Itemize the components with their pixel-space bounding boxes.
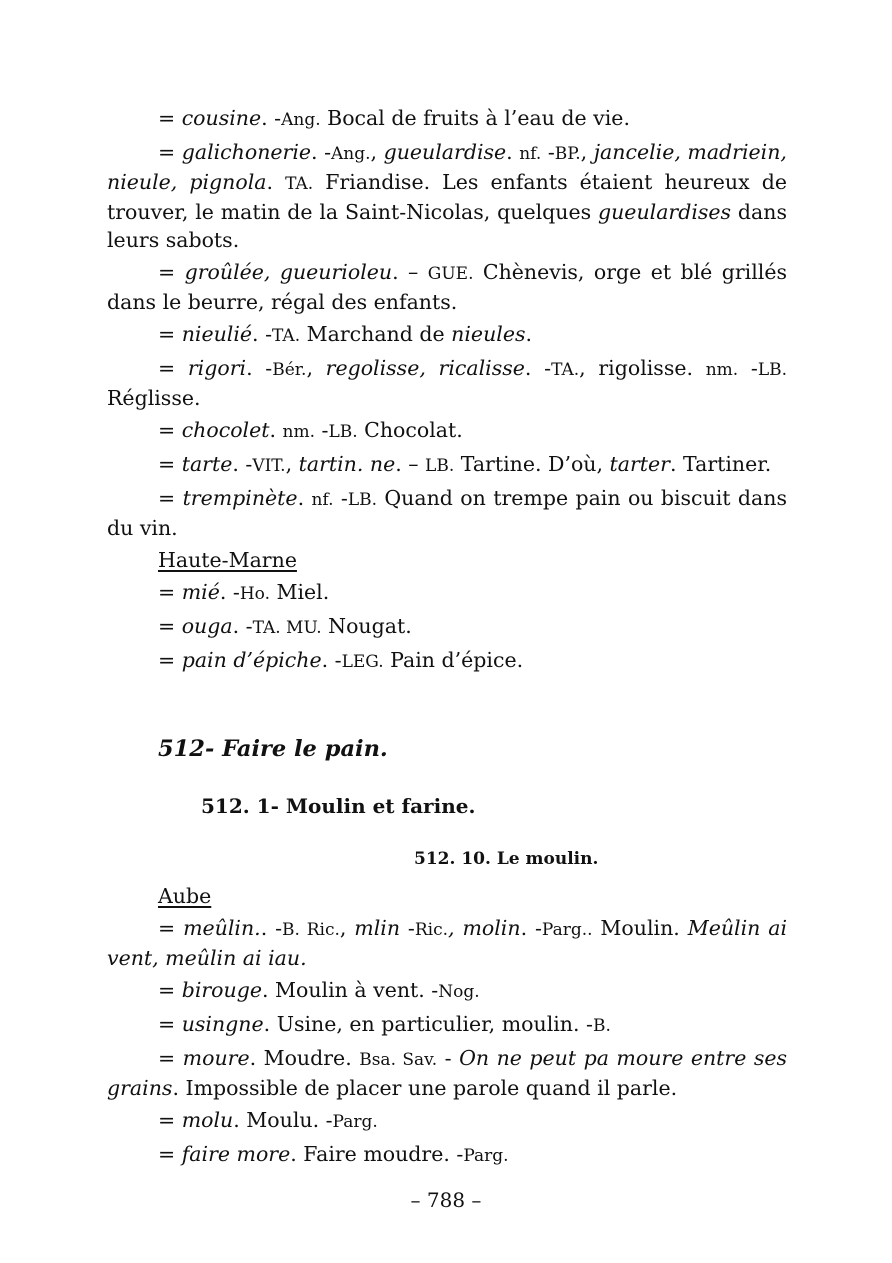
entry-term: , molin: [448, 916, 521, 940]
entry-abbreviation: TA.: [551, 360, 580, 380]
entry-text: . –: [395, 452, 426, 476]
entry-text: =: [158, 322, 182, 346]
entry-text: =: [158, 418, 182, 442]
entry-text: -: [738, 356, 758, 380]
page-body: [107, 104, 787, 1174]
entry-text: Miel.: [269, 580, 330, 604]
entry-abbreviation: B. Ric.: [282, 920, 340, 940]
entry-text: . Moulin à vent. -: [261, 978, 439, 1002]
entry-abbreviation: Bsa. Sav.: [359, 1050, 438, 1070]
entry-text: . -: [520, 916, 542, 940]
entry-text: ,: [306, 356, 326, 380]
entry-text: -: [315, 418, 329, 442]
entry-term: gueulardises: [597, 200, 732, 224]
dictionary-entry: [107, 578, 787, 608]
entry-term: rigori: [187, 356, 247, 380]
entry-term: mlin: [354, 916, 401, 940]
entry-text: -: [437, 1046, 460, 1070]
entry-text: =: [158, 106, 182, 130]
subsection-heading-512-1: 512. 1- Moulin et farine.: [201, 794, 476, 818]
entry-text: . Impossible de placer une parole quand il parle.: [172, 1076, 678, 1100]
entry-term: birouge: [181, 978, 262, 1002]
entry-text: . -: [321, 648, 342, 672]
region-heading-haute-marne: Haute-Marne: [158, 548, 297, 572]
entry-text: Tartine. D’où,: [454, 452, 610, 476]
entry-abbreviation: VIT.: [252, 456, 286, 476]
entry-text: .: [269, 418, 283, 442]
entry-text: -: [400, 916, 415, 940]
entry-text: . -: [524, 356, 552, 380]
entry-abbreviation: nf.: [519, 144, 542, 164]
entry-term: tartin. ne: [298, 452, 396, 476]
entry-text: =: [158, 614, 182, 638]
entry-text: Bocal de fruits à l’eau de vie.: [320, 106, 630, 130]
entry-text: Moulin.: [592, 916, 688, 940]
dictionary-entry: [107, 484, 787, 542]
entry-term: galichonerie: [181, 140, 312, 164]
entry-text: -: [541, 140, 555, 164]
entry-text: . Tartiner.: [669, 452, 772, 476]
entry-abbreviation: Parg..: [541, 920, 593, 940]
entry-text: , rigolisse.: [579, 356, 706, 380]
dictionary-entry: [107, 1010, 787, 1040]
entry-term: pain d’épiche: [181, 648, 322, 672]
entry-text: Friandise. Les enfants étaient heureux de trouver, le matin de la Saint-Nicolas, quelques: [107, 170, 787, 224]
entry-text: . Moulu. -: [233, 1108, 333, 1132]
entry-term: chocolet: [181, 418, 270, 442]
entry-text: Quand on trempe pain ou biscuit dans du vin.: [107, 486, 787, 540]
entry-abbreviation: nm.: [282, 422, 316, 442]
dictionary-entry: [107, 1106, 787, 1136]
entry-text: dans leurs sabots.: [107, 200, 787, 252]
entry-term: usingne: [181, 1012, 264, 1036]
entry-text: =: [158, 140, 182, 164]
entry-abbreviation: Nog.: [438, 982, 480, 1002]
entry-term: ouga: [181, 614, 233, 638]
entry-abbreviation: BP.: [554, 144, 581, 164]
entry-term: trempinète: [182, 486, 298, 510]
entry-text: .: [506, 140, 520, 164]
entry-abbreviation: Ric.: [414, 920, 449, 940]
dictionary-entry: [107, 646, 787, 676]
entry-text: Nougat.: [321, 614, 412, 638]
entry-term: molu: [181, 1108, 234, 1132]
entry-text: =: [158, 916, 184, 940]
entry-term: mié: [181, 580, 220, 604]
entry-text: . -: [252, 322, 273, 346]
entry-text: -: [333, 486, 348, 510]
entry-term: gueulardise: [383, 140, 507, 164]
entry-abbreviation: Parg.: [463, 1146, 509, 1166]
entry-term: Meûlin ai vent, meûlin ai iau.: [107, 916, 788, 970]
subsubsection-heading-512-10: 512. 10. Le moulin.: [414, 849, 599, 869]
entry-text: =: [158, 486, 183, 510]
entry-abbreviation: Parg.: [332, 1112, 378, 1132]
entry-text: . Usine, en particulier, moulin. -: [263, 1012, 593, 1036]
entry-abbreviation: nm.: [705, 360, 739, 380]
entry-abbreviation: LB.: [328, 422, 358, 442]
entry-abbreviation: LB.: [425, 456, 455, 476]
entry-text: .: [297, 486, 312, 510]
entry-text: . -: [219, 580, 240, 604]
entry-term: regolisse, ricalisse: [325, 356, 525, 380]
entry-term: nieules: [451, 322, 526, 346]
entry-text: ,: [370, 140, 384, 164]
entry-text: .: [525, 322, 533, 346]
entry-term: nieulié: [181, 322, 253, 346]
entry-abbreviation: TA.: [272, 326, 301, 346]
entry-text: . -: [260, 916, 283, 940]
dictionary-entry: [107, 1044, 787, 1102]
entry-abbreviation: LEG.: [341, 652, 384, 672]
entry-text: =: [158, 1046, 183, 1070]
entry-abbreviation: B.: [592, 1016, 611, 1036]
entry-text: =: [158, 648, 182, 672]
entry-abbreviation: Ho.: [239, 584, 270, 604]
entry-text: .: [266, 170, 286, 194]
entry-term: jancelie, madriein, nieule, pignola: [107, 140, 787, 194]
entry-text: . Faire moudre. -: [290, 1142, 464, 1166]
entry-text: . -: [311, 140, 332, 164]
entry-text: =: [158, 1012, 182, 1036]
dictionary-entry: [107, 416, 787, 446]
entry-text: =: [158, 356, 188, 380]
dictionary-entry: [107, 1140, 787, 1170]
entry-text: Pain d’épice.: [383, 648, 524, 672]
entry-term: tarter: [609, 452, 670, 476]
entry-abbreviation: Ang.: [281, 110, 321, 130]
region-heading-aube: Aube: [158, 884, 212, 908]
dictionary-entry: [107, 104, 787, 134]
entry-text: =: [158, 452, 182, 476]
entry-text: . -: [246, 356, 273, 380]
entry-abbreviation: nf.: [311, 490, 334, 510]
entry-abbreviation: TA. MU.: [252, 618, 322, 638]
dictionary-entry: [107, 612, 787, 642]
entry-text: . –: [392, 260, 428, 284]
dictionary-entry: [107, 258, 787, 316]
entry-text: Marchand de: [300, 322, 452, 346]
dictionary-entry: [107, 450, 787, 480]
entry-term: On ne peut pa moure entre ses grains: [107, 1046, 788, 1100]
entry-text: . -: [261, 106, 282, 130]
dictionary-entry: [107, 320, 787, 350]
entry-text: =: [158, 978, 182, 1002]
entry-term: faire more: [181, 1142, 291, 1166]
entry-abbreviation: LB.: [347, 490, 377, 510]
dictionary-entry: [107, 976, 787, 1006]
entry-text: . -: [232, 452, 253, 476]
dictionary-entry: [107, 138, 787, 254]
entry-abbreviation: Ang.: [331, 144, 371, 164]
entry-abbreviation: LB.: [757, 360, 787, 380]
entry-term: tarte: [181, 452, 233, 476]
entry-text: . Moudre.: [249, 1046, 360, 1070]
entry-text: Réglisse.: [107, 386, 201, 410]
section-heading-512: 512- Faire le pain.: [158, 736, 388, 762]
entry-text: Chocolat.: [357, 418, 463, 442]
entry-abbreviation: GUE.: [427, 264, 474, 284]
entry-text: Chènevis, orge et blé grillés dans le beurre, régal des enfants.: [107, 260, 787, 314]
entries-aube: [107, 914, 787, 1170]
entry-text: ,: [339, 916, 355, 940]
entry-abbreviation: TA.: [285, 174, 314, 194]
entry-term: groûlée, gueurioleu: [184, 260, 393, 284]
entry-text: =: [158, 1108, 182, 1132]
entry-text: =: [158, 1142, 182, 1166]
dictionary-entry: [107, 914, 787, 972]
entry-term: moure: [182, 1046, 250, 1070]
entry-text: . -: [232, 614, 253, 638]
entry-text: ,: [285, 452, 299, 476]
entry-text: =: [158, 260, 185, 284]
entries-top: [107, 104, 787, 542]
entry-term: meûlin.: [183, 916, 261, 940]
dictionary-entry: [107, 354, 787, 412]
entry-text: =: [158, 580, 182, 604]
entry-text: ,: [580, 140, 594, 164]
entry-term: cousine: [181, 106, 262, 130]
entry-abbreviation: Bér.: [272, 360, 307, 380]
entries-haute-marne: [107, 578, 787, 676]
page-number: – 788 –: [410, 1188, 482, 1212]
